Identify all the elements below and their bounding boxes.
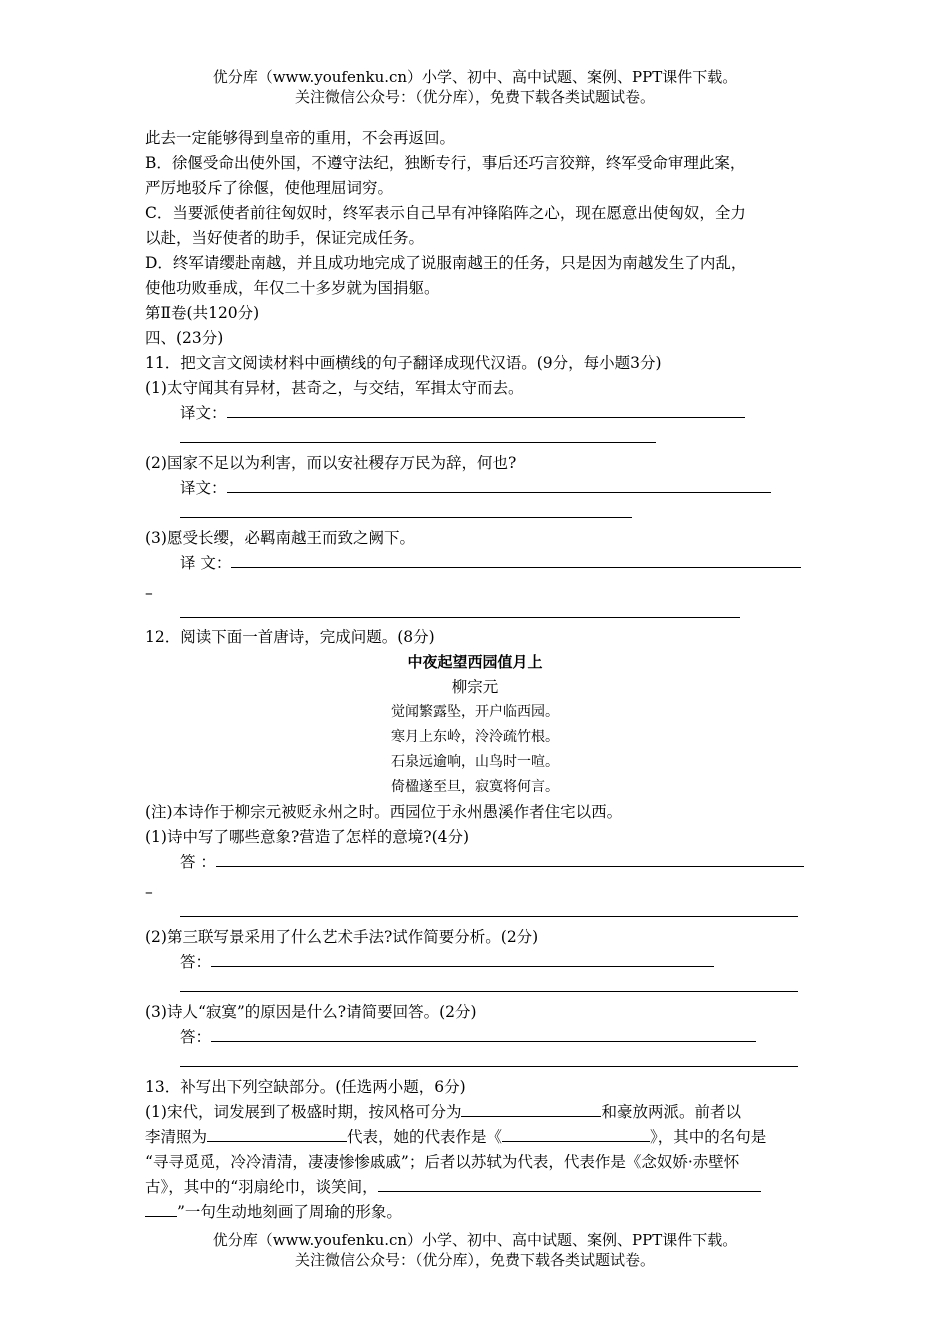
q11-answer-1-line2 [180, 428, 845, 448]
q12-answer-1-line2 [180, 902, 845, 922]
option-c-line1: C．当要派使者前往匈奴时，终军表示自己早有冲锋陷阵之心，现在愿意出使匈奴，全力 [145, 204, 746, 222]
answer-blank[interactable] [180, 902, 798, 917]
q13-line-5 [145, 1202, 810, 1222]
q13-line-4 [145, 1177, 810, 1197]
q13-stem: 13．补写出下列空缺部分。(任选两小题，6分) [145, 1078, 466, 1096]
header-line-2: 关注微信公众号：（优分库），免费下载各类试题试卷。 [294, 88, 655, 106]
option-b-line1: B．徐偃受命出使外国，不遵守法纪，独断专行，事后还巧言狡辩，终军受命审理此案， [145, 154, 746, 172]
q12-stem: 12．阅读下面一首唐诗，完成问题。(8分) [145, 628, 435, 646]
q11-sentence-3: (3)愿受长缨，必羁南越王而致之阙下。 [145, 529, 415, 547]
header-line-1: 优分库（www.youfenku.cn）小学、初中、高中试题、案例、PPT课件下载。 [212, 68, 738, 86]
q13-line-1 [145, 1102, 810, 1122]
option-c-line2: 以赴，当好使者的助手，保证完成任务。 [145, 229, 425, 247]
poem-line-2: 寒月上东岭，泠泠疏竹根。 [391, 729, 559, 745]
q11-stem: 11．把文言文阅读材料中画横线的句子翻译成现代汉语。(9分，每小题3分) [145, 354, 662, 372]
q11-answer-2 [180, 478, 845, 498]
q12-part-2: (2)第三联写景采用了什么艺术手法?试作简要分析。(2分) [145, 928, 539, 946]
q13-line-3: “寻寻觅觅，冷冷清清，凄凄惨惨戚戚”；后者以苏轼为代表，代表作是《念奴娇·赤壁怀 [145, 1153, 740, 1171]
answer-label: 译 文： [180, 554, 232, 572]
q11-answer-3 [180, 553, 845, 573]
fill-blank[interactable] [145, 1202, 177, 1217]
answer-blank[interactable] [227, 478, 771, 493]
poem-note: (注)本诗作于柳宗元被贬永州之时。西园位于永州愚溪作者住宅以西。 [145, 803, 623, 821]
answer-blank[interactable] [211, 1027, 756, 1042]
answer-blank[interactable] [216, 852, 804, 867]
part-2-title: 第Ⅱ卷(共120分) [145, 304, 260, 322]
poet-name: 柳宗元 [451, 678, 499, 696]
answer-blank[interactable] [231, 553, 801, 568]
q12-answer-2 [180, 952, 845, 972]
q13-text: 和豪放两派。前者以 [601, 1103, 741, 1121]
answer-label: 译文： [180, 479, 227, 497]
poem-line-3: 石泉远逾响，山鸟时一喧。 [391, 754, 559, 770]
q13-text: (1)宋代，词发展到了极盛时期，按风格可分为 [145, 1103, 462, 1121]
q11-answer-3-line2 [180, 603, 845, 623]
q12-part-1: (1)诗中写了哪些意象?营造了怎样的意境?(4分) [145, 828, 470, 846]
answer-label: 答： [180, 1028, 212, 1046]
fill-blank[interactable] [378, 1177, 761, 1192]
q11-sentence-2: (2)国家不足以为利害，而以安社稷存万民为辞，何也? [145, 454, 517, 472]
answer-blank[interactable] [227, 403, 745, 418]
q11-dash: – [145, 584, 153, 602]
option-d-line1: D．终军请缨赴南越，并且成功地完成了说服南越王的任务，只是因为南越发生了内乱， [145, 254, 747, 272]
q11-answer-1 [180, 403, 845, 423]
q13-text: ”一句生动地刻画了周瑜的形象。 [177, 1203, 402, 1221]
poem-title: 中夜起望西园值月上 [407, 653, 543, 671]
footer-line-2: 关注微信公众号：（优分库），免费下载各类试题试卷。 [294, 1251, 655, 1269]
q12-answer-2-line2 [180, 977, 845, 997]
answer-blank[interactable] [180, 977, 798, 992]
q12-answer-1 [180, 852, 845, 872]
q12-answer-3 [180, 1027, 845, 1047]
poem-line-1: 觉闻繁露坠，开户临西园。 [391, 704, 559, 720]
option-d-line2: 使他功败垂成，年仅二十多岁就为国捐躯。 [145, 279, 440, 297]
fill-blank[interactable] [502, 1127, 650, 1142]
answer-label: 答 ： [180, 853, 216, 871]
q11-sentence-1: (1)太守闻其有异材，甚奇之，与交结，军揖太守而去。 [145, 379, 524, 397]
poem-line-4: 倚楹遂至旦，寂寞将何言。 [391, 779, 559, 795]
q13-text: 代表，她的代表作是《 [347, 1128, 503, 1146]
q13-text: 》，其中的名句是 [650, 1128, 767, 1146]
fill-blank[interactable] [461, 1102, 601, 1117]
q13-text: 古》，其中的“羽扇纶巾，谈笑间， [145, 1178, 378, 1196]
q11-answer-2-line2 [180, 503, 845, 523]
answer-blank[interactable] [211, 952, 714, 967]
q12-part-3: (3)诗人“寂寞”的原因是什么?请简要回答。(2分) [145, 1003, 477, 1021]
answer-blank[interactable] [180, 503, 632, 518]
option-b-line2: 严厉地驳斥了徐偃，使他理屈词穷。 [145, 179, 394, 197]
footer-line-1: 优分库（www.youfenku.cn）小学、初中、高中试题、案例、PPT课件下载。 [212, 1231, 738, 1249]
answer-label: 答： [180, 953, 212, 971]
answer-blank[interactable] [180, 1052, 798, 1067]
answer-blank[interactable] [180, 603, 740, 618]
option-a-tail: 此去一定能够得到皇帝的重用，不会再返回。 [145, 129, 456, 147]
answer-blank[interactable] [180, 428, 656, 443]
q13-text: 李清照为 [145, 1128, 208, 1146]
section-4-title: 四、(23分) [145, 329, 224, 347]
fill-blank[interactable] [207, 1127, 347, 1142]
q12-answer-3-line2 [180, 1052, 845, 1072]
q13-line-2 [145, 1127, 810, 1147]
answer-label: 译文： [180, 404, 227, 422]
q12-dash: – [145, 883, 153, 901]
